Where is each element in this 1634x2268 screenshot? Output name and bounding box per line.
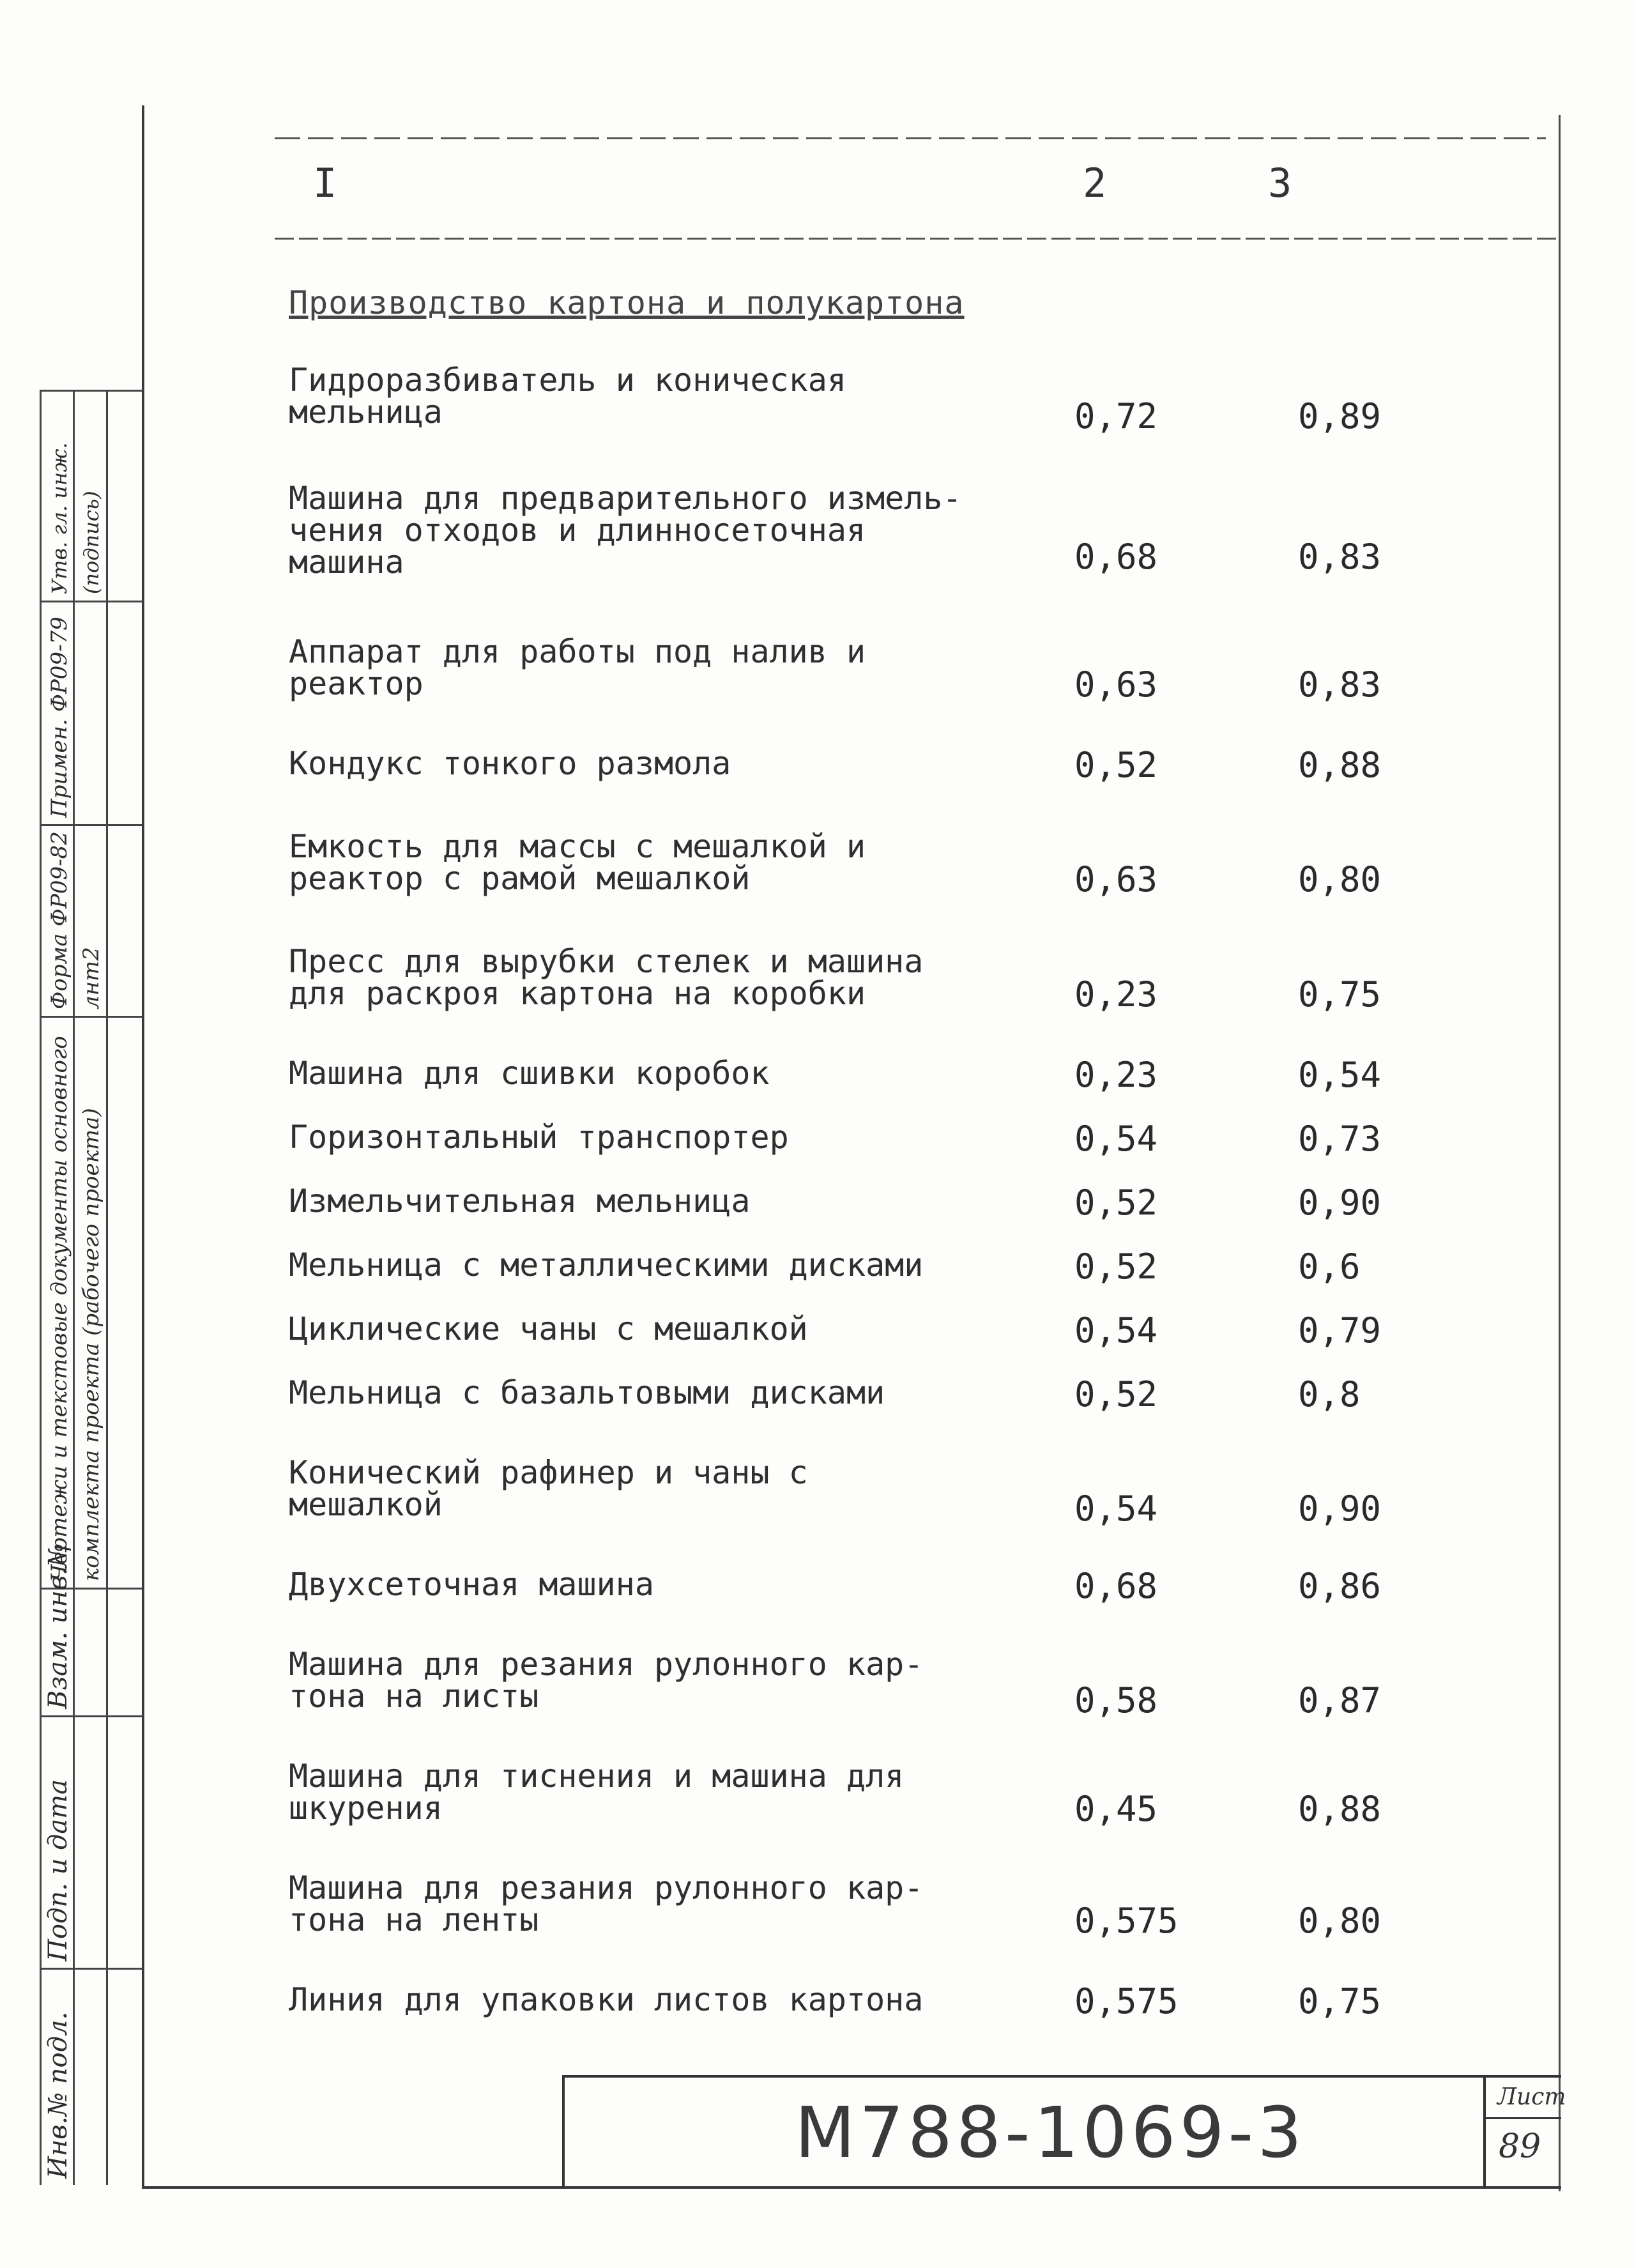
row-equipment-name: Машина для резания рулонного кар- тона на листы bbox=[289, 1646, 924, 1715]
stamp-replaced-inventory: Взам. инв.№ bbox=[43, 1543, 73, 1709]
row-equipment-name: Кондукс тонкого размола bbox=[289, 745, 731, 782]
row-equipment-name: Конический рафинер и чаны с мешалкой bbox=[289, 1454, 808, 1523]
row-value-col2: 0,23 bbox=[1074, 1055, 1158, 1095]
sheet-label: Лист bbox=[1497, 2084, 1566, 2110]
row-value-col3: 0,54 bbox=[1298, 1055, 1382, 1095]
row-value-col3: 0,75 bbox=[1298, 974, 1382, 1015]
row-value-col3: 0,90 bbox=[1298, 1183, 1382, 1223]
row-equipment-name: Гидроразбиватель и коническая мельница bbox=[289, 362, 846, 431]
row-value-col2: 0,54 bbox=[1074, 1310, 1158, 1351]
row-equipment-name: Пресс для вырубки стелек и машина для раскроя картона на коробки bbox=[289, 943, 924, 1012]
row-value-col2: 0,52 bbox=[1074, 1246, 1158, 1287]
row-equipment-name: Мельница с металлическими дисками bbox=[289, 1246, 924, 1283]
row-value-col3: 0,73 bbox=[1298, 1119, 1382, 1159]
row-value-col3: 0,80 bbox=[1298, 859, 1382, 900]
stamp-divider bbox=[40, 390, 42, 2185]
column-header-3: 3 bbox=[1268, 160, 1292, 206]
row-equipment-name: Емкость для массы с мешалкой и реактор с рамой мешалкой bbox=[289, 828, 866, 897]
row-value-col2: 0,68 bbox=[1074, 1566, 1158, 1606]
table-header-top-rule bbox=[275, 137, 1546, 139]
row-value-col2: 0,23 bbox=[1074, 974, 1158, 1015]
row-equipment-name: Горизонтальный транспортер bbox=[289, 1119, 789, 1156]
row-value-col3: 0,88 bbox=[1298, 745, 1382, 785]
row-value-col2: 0,58 bbox=[1074, 1680, 1158, 1720]
row-value-col2: 0,52 bbox=[1074, 745, 1158, 785]
row-equipment-name: Линия для упаковки листов картона bbox=[289, 1981, 924, 2018]
stamp-drawings-note: Чертежи и текстовые документы основного комплекта проекта (рабочего проекта) bbox=[47, 1036, 104, 1581]
row-equipment-name: Аппарат для работы под налив и реактор bbox=[289, 633, 866, 702]
row-value-col2: 0,575 bbox=[1074, 1901, 1179, 1941]
row-value-col2: 0,575 bbox=[1074, 1981, 1179, 2021]
frame-left-border bbox=[142, 105, 144, 2188]
row-value-col3: 0,8 bbox=[1298, 1374, 1361, 1414]
row-equipment-name: Машина для предварительного измель- чения отходов и длинносеточная машина bbox=[289, 480, 962, 581]
row-value-col2: 0,52 bbox=[1074, 1374, 1158, 1414]
row-value-col2: 0,68 bbox=[1074, 537, 1158, 577]
row-value-col2: 0,54 bbox=[1074, 1119, 1158, 1159]
row-value-col3: 0,6 bbox=[1298, 1246, 1361, 1287]
side-stamp-block bbox=[40, 390, 142, 2185]
row-value-col3: 0,80 bbox=[1298, 1901, 1382, 1941]
stamp-applied: Примен. ФР09-79 bbox=[47, 617, 72, 818]
table-header-bottom-rule bbox=[275, 238, 1559, 240]
stamp-row-line bbox=[40, 1968, 142, 1970]
sheet-number-box bbox=[1483, 2075, 1566, 2188]
row-equipment-name: Машина для сшивки коробок bbox=[289, 1055, 770, 1092]
stamp-row-line bbox=[40, 1715, 142, 1717]
stamp-row-line bbox=[40, 601, 142, 602]
row-equipment-name: Двухсеточная машина bbox=[289, 1566, 654, 1603]
column-header-2: 2 bbox=[1083, 160, 1107, 206]
row-value-col2: 0,63 bbox=[1074, 859, 1158, 900]
row-value-col3: 0,83 bbox=[1298, 664, 1382, 705]
stamp-approval: Утв. гл. инж. (подпись) bbox=[47, 442, 103, 594]
row-value-col2: 0,52 bbox=[1074, 1183, 1158, 1223]
row-value-col2: 0,72 bbox=[1074, 396, 1158, 436]
document-code: М788-1069-3 bbox=[795, 2092, 1306, 2173]
row-value-col3: 0,89 bbox=[1298, 396, 1382, 436]
row-value-col3: 0,86 bbox=[1298, 1566, 1382, 1606]
frame-right-border bbox=[1559, 115, 1561, 2191]
row-equipment-name: Мельница с базальтовыми дисками bbox=[289, 1374, 885, 1411]
row-equipment-name: Машина для резания рулонного кар- тона на ленты bbox=[289, 1869, 924, 1938]
column-header-1: I bbox=[313, 160, 337, 206]
stamp-inventory-number: Инв.№ подл. bbox=[43, 2011, 73, 2179]
row-value-col3: 0,83 bbox=[1298, 537, 1382, 577]
row-equipment-name: Машина для тиснения и машина для шкурения bbox=[289, 1758, 905, 1827]
row-equipment-name: Измельчительная мельница bbox=[289, 1183, 751, 1220]
row-value-col2: 0,45 bbox=[1074, 1789, 1158, 1829]
stamp-signature-date: Подп. и дата bbox=[43, 1779, 73, 1961]
stamp-form: Форма ФР09-82 лнт2 bbox=[47, 831, 104, 1009]
row-value-col2: 0,54 bbox=[1074, 1489, 1158, 1529]
row-value-col2: 0,63 bbox=[1074, 664, 1158, 705]
row-value-col3: 0,90 bbox=[1298, 1489, 1382, 1529]
row-value-col3: 0,87 bbox=[1298, 1680, 1382, 1720]
sheet-box-divider bbox=[1486, 2117, 1561, 2119]
row-equipment-name: Циклические чаны с мешалкой bbox=[289, 1310, 808, 1347]
section-title: Производство картона и полукартона bbox=[289, 284, 965, 321]
sheet-number: 89 bbox=[1499, 2127, 1541, 2166]
row-value-col3: 0,88 bbox=[1298, 1789, 1382, 1829]
title-block bbox=[562, 2075, 1486, 2188]
row-value-col3: 0,79 bbox=[1298, 1310, 1382, 1351]
row-value-col3: 0,75 bbox=[1298, 1981, 1382, 2021]
